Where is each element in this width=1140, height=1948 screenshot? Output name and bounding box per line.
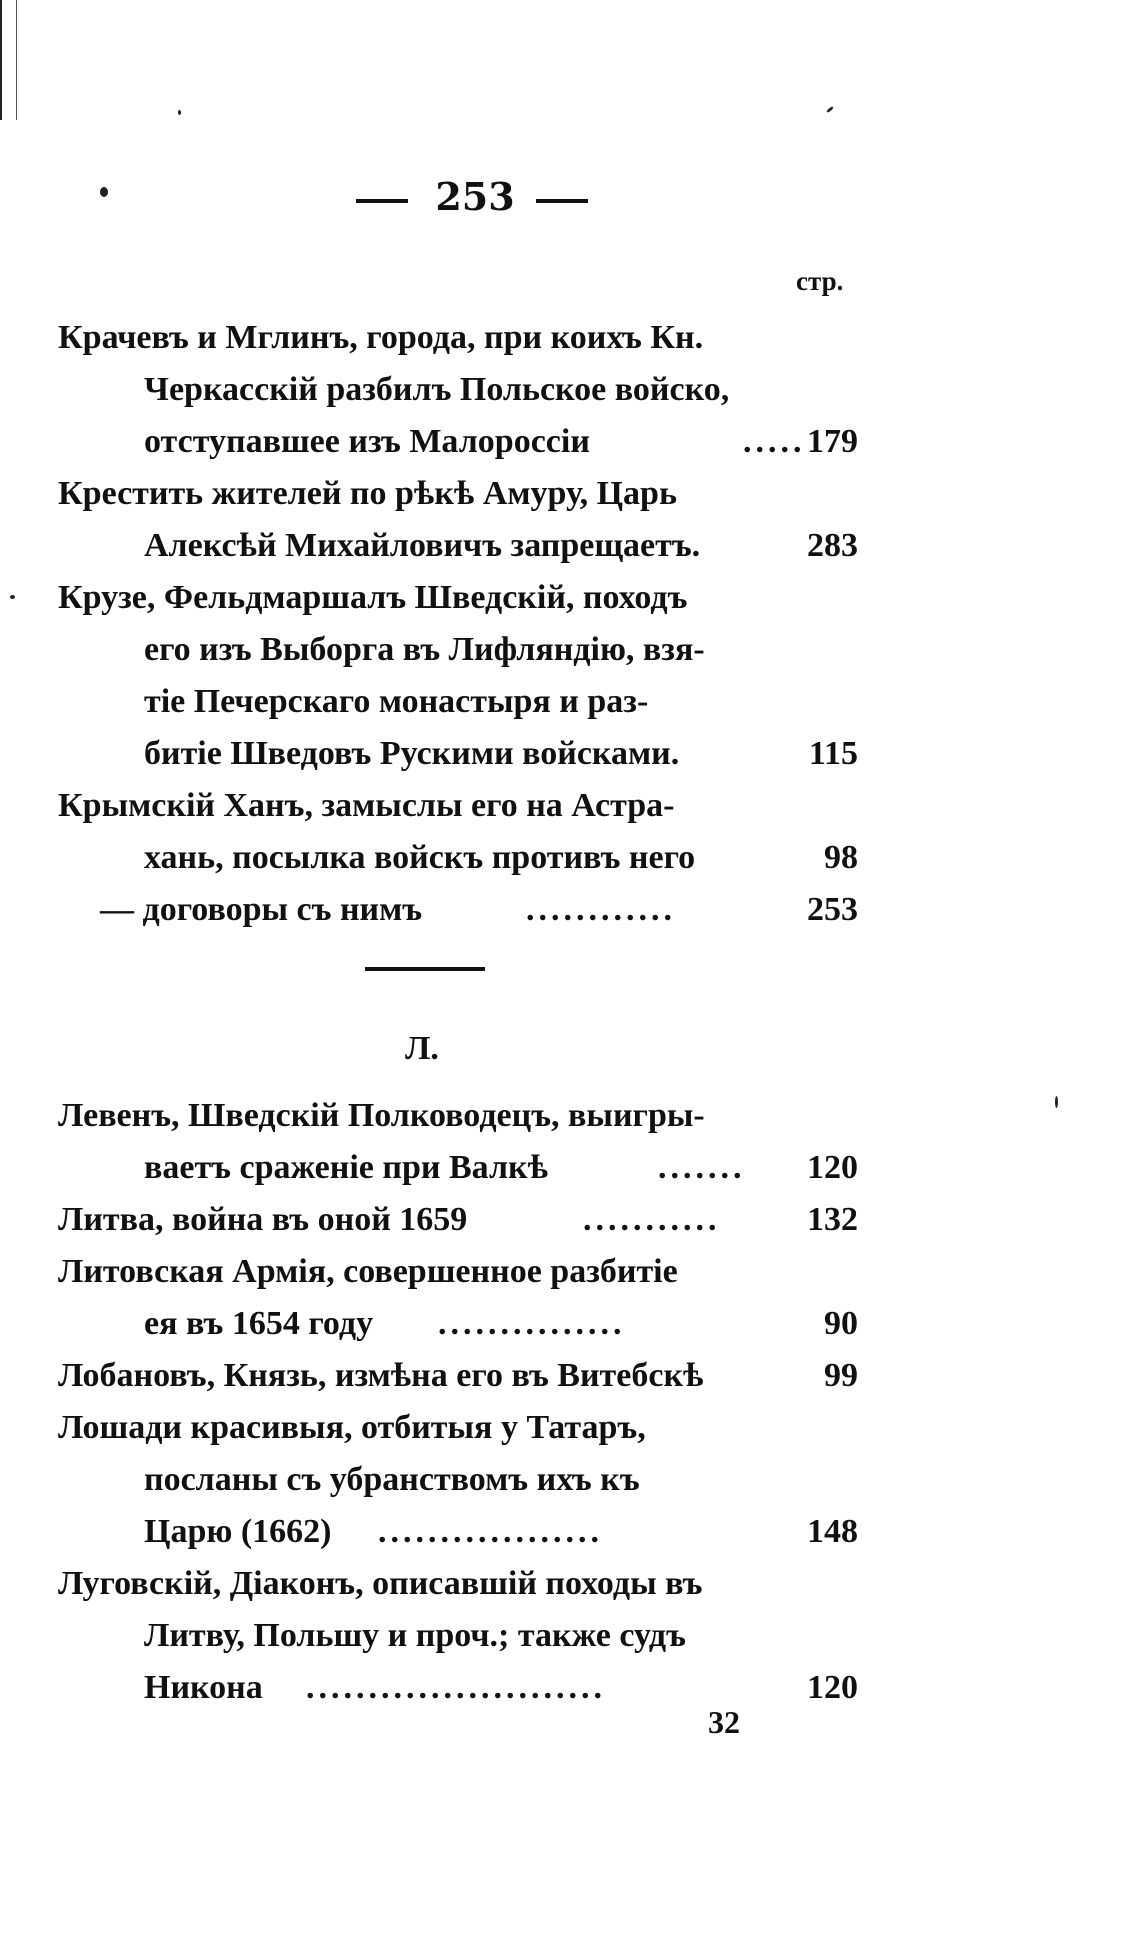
entry-line xyxy=(58,572,858,624)
entry-text: ея въ 1654 году xyxy=(144,1305,374,1342)
page-ref: 98 xyxy=(824,839,858,876)
binding-edge xyxy=(0,0,17,120)
entry-line xyxy=(58,1506,858,1558)
ink-speck xyxy=(178,110,181,115)
index-entry xyxy=(58,1558,858,1714)
page-ref: 90 xyxy=(824,1305,858,1342)
entry-text: ваетъ сраженіе при Валкѣ xyxy=(144,1149,549,1186)
page-ref: 99 xyxy=(824,1357,858,1394)
entry-text: Лобановъ, Князь, измѣна его въ Витебскѣ xyxy=(58,1357,704,1394)
page-ref: 253 xyxy=(807,891,858,928)
entry-line xyxy=(58,676,858,728)
entry-line xyxy=(58,1402,858,1454)
entry-line xyxy=(58,1610,858,1662)
page-ref: 120 xyxy=(807,1149,858,1186)
entry-line xyxy=(58,1298,858,1350)
entry-line xyxy=(58,832,858,884)
entry-text: его изъ Выборга въ Лифляндію, взя- xyxy=(144,631,705,668)
entry-text: посланы съ убранствомъ ихъ къ xyxy=(144,1461,640,1498)
page-ref: 148 xyxy=(807,1513,858,1550)
index-entry xyxy=(58,312,858,468)
index-entry xyxy=(58,1246,858,1350)
entry-text: Литва, война въ оной 1659 xyxy=(58,1201,468,1238)
page-ref: 179 xyxy=(807,423,858,460)
leader-dots: ....... xyxy=(658,1149,746,1186)
index-entry xyxy=(58,780,858,936)
leader-dots: ........... xyxy=(583,1201,721,1238)
entry-line xyxy=(58,1090,858,1142)
index-entry xyxy=(58,1090,858,1194)
page-ref: 283 xyxy=(807,527,858,564)
signature-mark: 32 xyxy=(708,1704,740,1740)
section-divider xyxy=(365,967,485,971)
page-ref: 120 xyxy=(807,1669,858,1706)
header-dash-right xyxy=(536,199,588,203)
page-header xyxy=(0,168,1140,228)
entry-line xyxy=(58,728,858,780)
entry-line xyxy=(58,416,858,468)
page-column-label: стр. xyxy=(796,266,844,296)
page-ref: 132 xyxy=(807,1201,858,1238)
entry-line xyxy=(58,884,858,936)
entry-text: Крузе, Фельдмаршалъ Шведскій, походъ xyxy=(58,579,688,616)
ink-speck xyxy=(10,595,15,599)
entry-text: Левенъ, Шведскій Полководецъ, выигры- xyxy=(58,1097,705,1134)
header-dash-left xyxy=(356,199,408,203)
leader-dots: ............ xyxy=(526,891,676,928)
entry-text: Лошади красивыя, отбитыя у Татаръ, xyxy=(58,1409,646,1446)
entry-line xyxy=(58,312,858,364)
index-entry xyxy=(58,1402,858,1558)
leader-dots: .................. xyxy=(378,1513,603,1550)
entry-text: Черкасскій разбилъ Польское войско, xyxy=(144,371,730,408)
index-entry xyxy=(58,572,858,780)
entry-text: отступавшее изъ Малороссіи xyxy=(144,423,590,460)
entry-text: хань, посылка войскъ противъ него xyxy=(144,839,696,876)
entry-text: Луговскій, Діаконъ, описавшій походы въ xyxy=(58,1565,703,1602)
entry-text: Крестить жителей по рѣкѣ Амуру, Царь xyxy=(58,475,677,512)
entry-line xyxy=(58,1454,858,1506)
section-heading: Л. xyxy=(405,1030,439,1067)
entry-text: Алексѣй Михайловичъ запрещаетъ. xyxy=(144,527,701,564)
entry-text: тіе Печерскаго монастыря и раз- xyxy=(144,683,649,720)
page-ref: 115 xyxy=(808,735,858,772)
entry-line xyxy=(58,468,858,520)
leader-dots: ........................ xyxy=(306,1669,606,1706)
entry-text: Царю (1662) xyxy=(144,1513,332,1550)
entry-text: битіе Шведовъ Рускими войсками. xyxy=(144,735,680,772)
index-entry xyxy=(58,1350,858,1402)
leader-dots: ..... xyxy=(743,423,806,460)
ink-speck xyxy=(1055,1096,1058,1108)
index-entry xyxy=(58,1194,858,1246)
entry-text: Крымскій Ханъ, замыслы его на Астра- xyxy=(58,787,675,824)
entry-line xyxy=(58,624,858,676)
entry-text: Никона xyxy=(144,1669,263,1706)
entry-line xyxy=(58,1558,858,1610)
page-number: 253 xyxy=(435,174,515,219)
entry-text: — договоры съ нимъ xyxy=(100,891,423,928)
entry-line xyxy=(58,1350,858,1402)
entry-line xyxy=(58,1246,858,1298)
entry-line xyxy=(58,364,858,416)
index-entry xyxy=(58,468,858,572)
entry-text: Литву, Польшу и проч.; также судъ xyxy=(144,1617,686,1654)
leader-dots: ............... xyxy=(438,1305,626,1342)
entry-text: Литовская Армія, совершенное разбитіе xyxy=(58,1253,678,1290)
ink-speck xyxy=(826,106,834,113)
entry-line xyxy=(58,1142,858,1194)
entry-line xyxy=(58,780,858,832)
entry-line xyxy=(58,1194,858,1246)
entry-line xyxy=(58,520,858,572)
entry-text: Крачевъ и Мглинъ, города, при коихъ Кн. xyxy=(58,319,704,356)
